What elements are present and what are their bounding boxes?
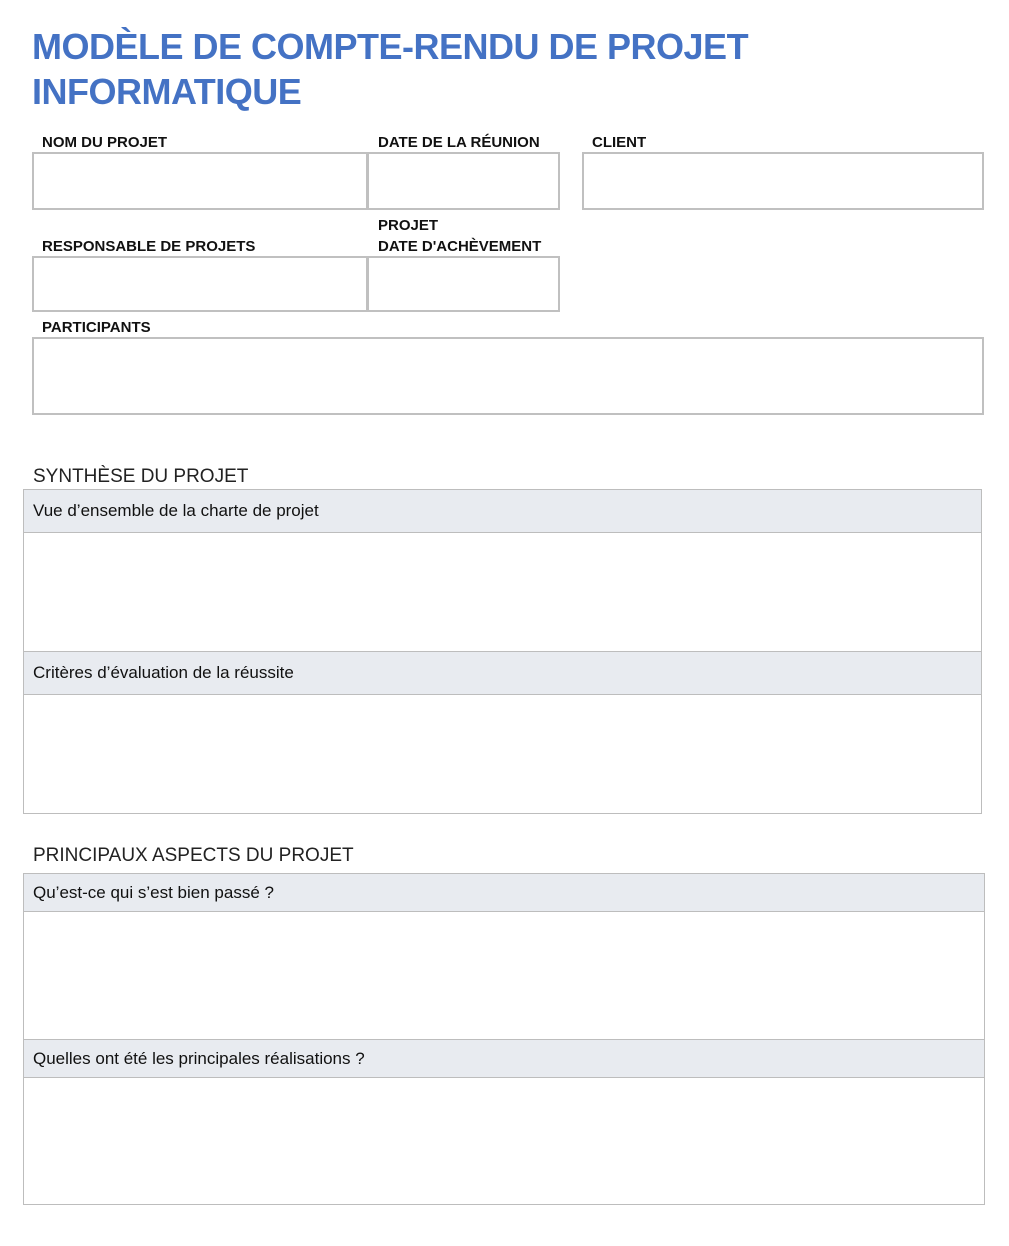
project-manager-label: RESPONSABLE DE PROJETS bbox=[42, 238, 256, 255]
page-title: MODÈLE DE COMPTE-RENDU DE PROJET INFORMATIQUE bbox=[32, 26, 749, 112]
summary-table bbox=[23, 489, 982, 814]
meeting-date-label: DATE DE LA RÉUNION bbox=[378, 134, 540, 151]
aspects-row-header: Qu’est-ce qui s’est bien passé ? bbox=[24, 873, 984, 912]
summary-heading: SYNTHÈSE DU PROJET bbox=[33, 466, 249, 487]
client-field[interactable] bbox=[582, 152, 984, 210]
project-name-label: NOM DU PROJET bbox=[42, 134, 168, 151]
aspects-heading: PRINCIPAUX ASPECTS DU PROJET bbox=[33, 845, 354, 866]
summary-row-header: Critères d’évaluation de la réussite bbox=[24, 651, 981, 695]
completion-label-line1: PROJET bbox=[378, 217, 439, 234]
aspects-row-header: Quelles ont été les principales réalisations ? bbox=[24, 1039, 984, 1078]
project-manager-field[interactable] bbox=[32, 256, 368, 312]
went-well-field[interactable] bbox=[24, 912, 984, 1040]
participants-field[interactable] bbox=[32, 337, 984, 415]
completion-date-field[interactable] bbox=[367, 256, 560, 312]
client-label: CLIENT bbox=[592, 134, 647, 151]
success-criteria-field[interactable] bbox=[24, 695, 981, 813]
completion-label-line2: DATE D'ACHÈVEMENT bbox=[378, 238, 542, 255]
project-name-field[interactable] bbox=[32, 152, 368, 210]
aspects-table bbox=[23, 873, 985, 1205]
achievements-field[interactable] bbox=[24, 1078, 984, 1204]
charter-overview-field[interactable] bbox=[24, 533, 981, 651]
participants-label: PARTICIPANTS bbox=[42, 319, 151, 336]
summary-row-header: Vue d’ensemble de la charte de projet bbox=[24, 489, 981, 533]
meeting-date-field[interactable] bbox=[367, 152, 560, 210]
